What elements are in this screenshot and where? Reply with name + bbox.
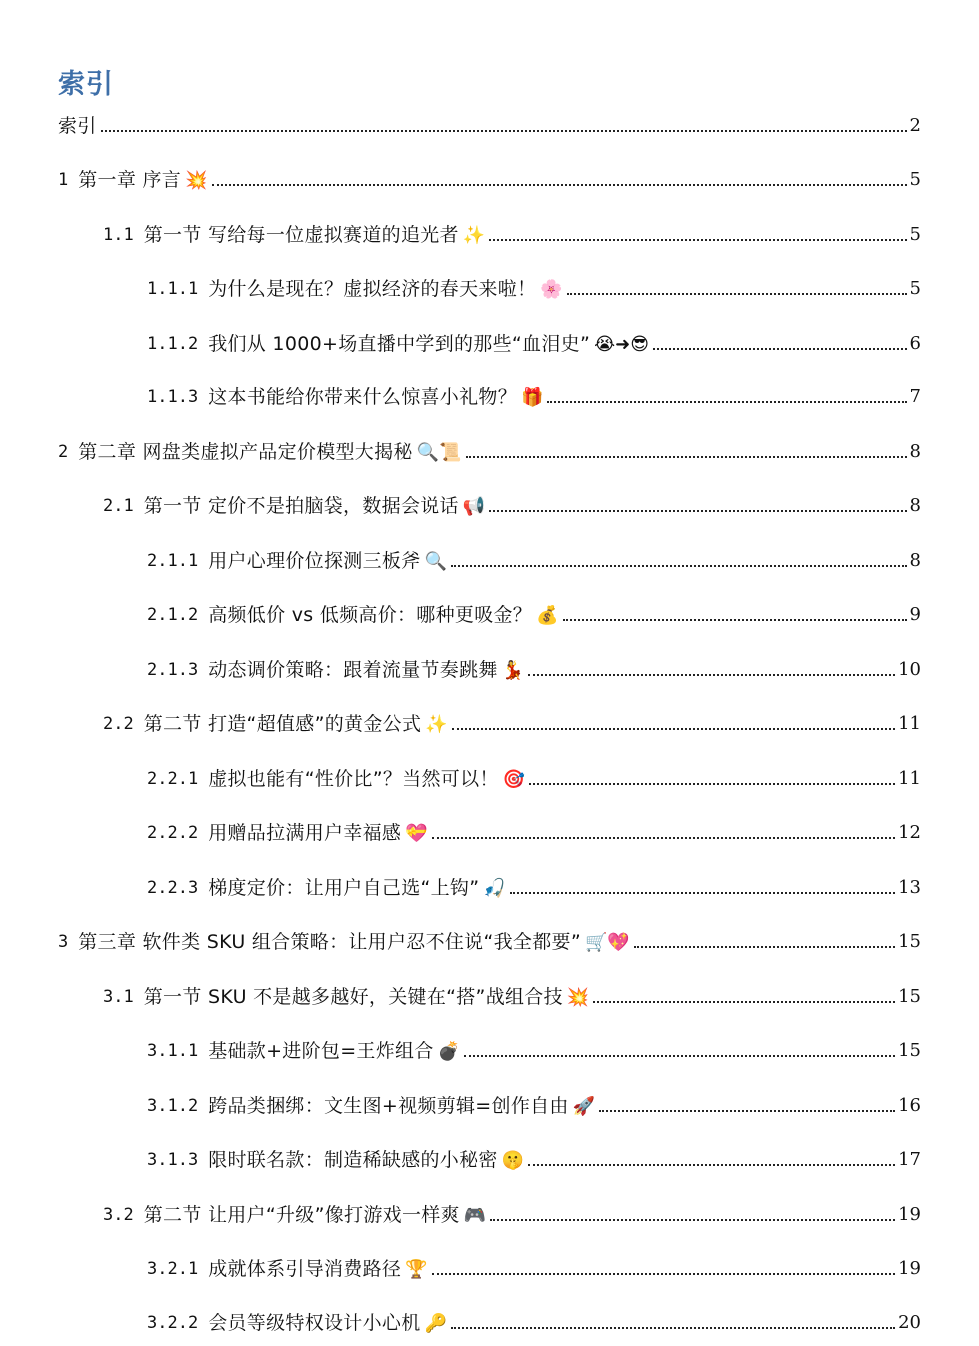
sparkles-icon: ✨ (462, 225, 486, 246)
toc-entry-title: 第一章 序言 (78, 169, 182, 191)
toc-entry[interactable] (103, 1197, 921, 1227)
toc-entry-number: 1.1.2 (147, 334, 199, 354)
toc-entry[interactable] (147, 543, 921, 573)
toc-entry-number: 2.1.3 (147, 660, 199, 680)
dancer-icon: 💃 (501, 660, 525, 681)
toc-entry-number: 3.2.1 (147, 1259, 199, 1279)
toc-heading: 索引 (58, 69, 114, 100)
toc-page-number: 17 (898, 1149, 921, 1170)
toc-entry[interactable] (147, 761, 921, 791)
toc-entry-title: 索引 (58, 115, 97, 137)
toc-entry[interactable] (147, 1142, 921, 1172)
toc-entry-number: 2 (58, 442, 69, 462)
trophy-icon: 🏆 (405, 1259, 428, 1280)
toc-entry-title: 第一节 定价不是拍脑袋，数据会说话 (143, 495, 459, 517)
key-icon: 🔑 (424, 1313, 447, 1334)
toc-entry[interactable] (147, 326, 921, 356)
toc-page-number: 8 (909, 441, 921, 462)
dot-leader (528, 674, 895, 676)
toc-page-number: 19 (898, 1204, 921, 1225)
rocket-icon: 🚀 (572, 1096, 596, 1117)
megaphone-icon: 📢 (462, 496, 486, 517)
toc-entry[interactable] (147, 1305, 921, 1335)
target-icon: 🎯 (502, 769, 526, 790)
toc-entry[interactable] (58, 162, 921, 192)
toc-entry-title: 动态调价策略：跟着流量节奏跳舞 (208, 659, 498, 681)
toc-entry[interactable] (147, 870, 921, 900)
magnifier-icon: 🔍 (424, 551, 447, 572)
toc-entry[interactable] (147, 1251, 921, 1281)
toc-page-number: 6 (909, 333, 921, 354)
toc-page-number: 5 (909, 169, 921, 190)
toc-page-number: 2 (909, 115, 921, 136)
toc-entry-title: 跨品类捆绑：文生图+视频剪辑=创作自由 (208, 1095, 569, 1117)
toc-page-number: 13 (898, 877, 921, 898)
dot-leader (510, 892, 895, 894)
toc-entry-title: 会员等级特权设计小心机 (208, 1312, 421, 1334)
dot-leader (529, 783, 895, 785)
toc-entry-title: 第二节 打造“超值感”的黄金公式 (143, 713, 422, 735)
toc-entry-number: 2.2 (103, 714, 134, 734)
toc-entry-title: 虚拟也能有“性价比”？当然可以！ (208, 768, 499, 790)
toc-entry-title: 第三章 软件类 SKU 组合策略：让用户忍不住说“我全都要” (78, 931, 581, 953)
toc-entry[interactable] (147, 379, 921, 409)
toc-entry-number: 2.1 (103, 496, 134, 516)
toc-entry-number: 3.2 (103, 1205, 134, 1225)
toc-page-number: 15 (898, 1040, 921, 1061)
dot-leader (593, 1001, 895, 1003)
dot-leader (653, 348, 907, 350)
dot-leader (464, 1055, 895, 1057)
toc-entry-title: 为什么是现在？虚拟经济的春天来啦！ (208, 278, 537, 300)
toc-entry-number: 3 (58, 932, 69, 952)
dot-leader (490, 1219, 895, 1221)
toc-page-number: 5 (909, 224, 921, 245)
toc-entry[interactable] (58, 924, 921, 954)
cart-and-heart-icon: 🛒💖 (584, 932, 630, 953)
toc-entry[interactable] (147, 1033, 921, 1063)
dot-leader (432, 1273, 895, 1275)
toc-page-number: 11 (898, 768, 921, 789)
star-burst-icon: 💥 (185, 170, 208, 191)
dot-leader (466, 456, 907, 458)
toc-entry[interactable] (147, 1088, 921, 1118)
toc-entry-number: 3.1.1 (147, 1041, 199, 1061)
magnifier-and-scroll-icon: 🔍📜 (416, 442, 462, 463)
toc-entry-title: 梯度定价：让用户自己选“上钩” (208, 877, 480, 899)
gift-icon: 🎁 (521, 387, 544, 408)
toc-entry-number: 3.2.2 (147, 1313, 199, 1333)
toc-entry[interactable] (58, 434, 921, 464)
dot-leader (451, 565, 907, 567)
toc-entry-title: 用赠品拉满用户幸福感 (208, 822, 402, 844)
toc-entry-title: 第二章 网盘类虚拟产品定价模型大揭秘 (78, 441, 413, 463)
toc-entry-number: 1 (58, 170, 69, 190)
toc-page-number: 15 (898, 986, 921, 1007)
toc-entry-number: 3.1.2 (147, 1096, 199, 1116)
game-controller-icon: 🎮 (463, 1205, 487, 1226)
toc-entry[interactable] (147, 271, 921, 301)
toc-entry[interactable] (147, 597, 921, 627)
toc-page-number: 10 (898, 659, 921, 680)
dot-leader (451, 1327, 895, 1329)
toc-entry-title: 成就体系引导消费路径 (208, 1258, 402, 1280)
toc-page-number: 20 (898, 1312, 921, 1333)
toc-page-number: 16 (898, 1095, 921, 1116)
money-bag-icon: 💰 (536, 605, 559, 626)
dot-leader (489, 239, 906, 241)
toc-entry-title: 第二节 让用户“升级”像打游戏一样爽 (143, 1204, 460, 1226)
toc-entry-title: 第一节 SKU 不是越多越好，关键在“搭”战组合技 (143, 986, 563, 1008)
toc-entry[interactable] (103, 217, 921, 247)
toc-entry-title: 这本书能给你带来什么惊喜小礼物？ (208, 386, 517, 408)
toc-entry-number: 1.1 (103, 225, 134, 245)
toc-page-number: 11 (898, 713, 921, 734)
toc-page-number: 12 (898, 822, 921, 843)
dot-leader (563, 619, 907, 621)
toc-page-number: 19 (898, 1258, 921, 1279)
toc-entry-number: 3.1.3 (147, 1150, 199, 1170)
dot-leader (432, 837, 895, 839)
toc-entry-title: 基础款+进阶包=王炸组合 (208, 1040, 434, 1062)
bomb-icon: 💣 (437, 1041, 461, 1062)
toc-entry-number: 2.1.2 (147, 605, 199, 625)
toc-entry-number: 2.2.2 (147, 823, 199, 843)
toc-entry-title: 高频低价 vs 低频高价：哪种更吸金？ (208, 604, 533, 626)
dot-leader (547, 401, 906, 403)
toc-entry-title: 用户心理价位探测三板斧 (208, 550, 421, 572)
hook-icon: 🎣 (483, 878, 506, 899)
dot-leader (452, 728, 895, 730)
toc-entry-title: 我们从 1000+场直播中学到的那些“血泪史” (208, 333, 591, 355)
toc-entry-title: 限时联名款：制造稀缺感的小秘密 (208, 1149, 498, 1171)
toc-entry-number: 1.1.3 (147, 387, 199, 407)
toc-page-number: 9 (909, 604, 921, 625)
shushing-face-icon: 🤫 (501, 1150, 525, 1171)
toc-page-number: 8 (909, 550, 921, 571)
dot-leader (101, 130, 907, 132)
toc-entry[interactable] (103, 488, 921, 518)
toc-entry-number: 1.1.1 (147, 279, 199, 299)
toc-entry-number: 2.2.3 (147, 878, 199, 898)
sparkles-icon: ✨ (425, 714, 448, 735)
dot-leader (489, 510, 906, 512)
cherry-blossom-icon: 🌸 (540, 279, 563, 300)
toc-page-number: 7 (909, 386, 921, 407)
toc-entry-number: 2.2.1 (147, 769, 199, 789)
dot-leader (528, 1164, 895, 1166)
toc-entry[interactable] (147, 815, 921, 845)
toc-page-number: 8 (909, 495, 921, 516)
dot-leader (599, 1110, 895, 1112)
toc-page-number: 15 (898, 931, 921, 952)
toc-entry-number: 2.1.1 (147, 551, 199, 571)
toc-entry-number: 3.1 (103, 987, 134, 1007)
collision-icon: 💥 (566, 987, 590, 1008)
toc-entry-title: 第一节 写给每一位虚拟赛道的追光者 (143, 224, 459, 246)
toc-entry[interactable] (103, 979, 921, 1009)
dot-leader (567, 293, 907, 295)
toc-page-number: 5 (909, 278, 921, 299)
crying-to-cool-face-icon: 😭➜😎 (594, 334, 649, 355)
toc-entry[interactable] (58, 108, 921, 138)
toc-entry[interactable] (103, 706, 921, 736)
heart-ribbon-icon: 💝 (405, 823, 428, 844)
dot-leader (634, 946, 895, 948)
dot-leader (212, 184, 907, 186)
toc-entry[interactable] (147, 652, 921, 682)
